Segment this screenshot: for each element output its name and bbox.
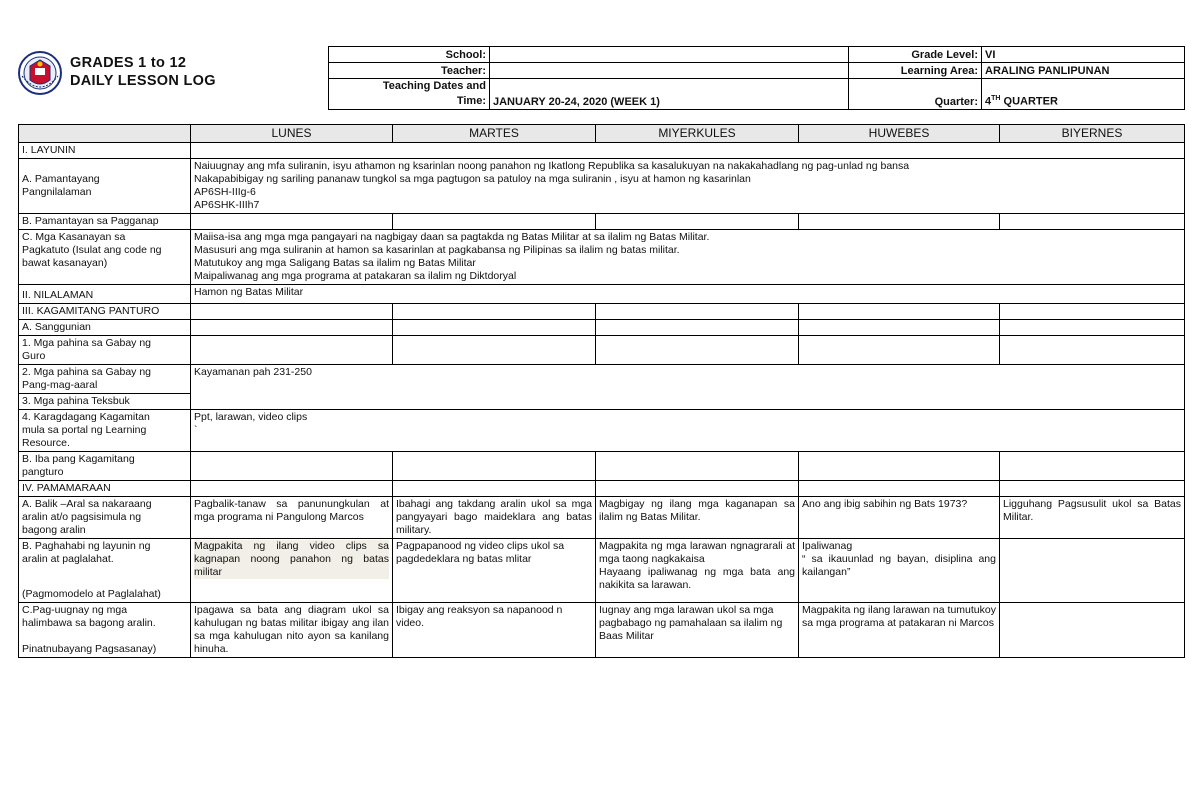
empty-cell[interactable] bbox=[1000, 214, 1185, 230]
table-row bbox=[19, 159, 1185, 214]
empty-cell[interactable] bbox=[596, 336, 799, 365]
day-header-huwebes: HUWEBES bbox=[799, 125, 1000, 143]
label-line: Pagkatuto (Isulat ang code ng bbox=[22, 244, 162, 256]
empty-cell[interactable] bbox=[1000, 481, 1185, 497]
document-header bbox=[18, 44, 328, 110]
karagdagang-content[interactable] bbox=[191, 410, 1185, 452]
day-header-biyernes: BIYERNES bbox=[1000, 125, 1185, 143]
label-line: Pangnilalaman bbox=[22, 186, 92, 198]
day-header-row bbox=[19, 125, 1185, 143]
kagamitan-label: III. KAGAMITANG PANTURO bbox=[19, 304, 191, 320]
nilalaman-label: II. NILALAMAN bbox=[19, 285, 191, 304]
title-line-1: GRADES 1 to 12 bbox=[70, 55, 187, 71]
label-line: 1. Mga pahina sa Gabay ng bbox=[22, 337, 152, 349]
highlighted-text: Magpakita ng ilang video clips sa kagnapan noong panahon ng batas militar bbox=[194, 540, 389, 578]
table-row bbox=[19, 214, 1185, 230]
paganap-label: B. Pamantayan sa Pagganap bbox=[19, 214, 191, 230]
teacher-label: Teacher: bbox=[329, 63, 490, 79]
pagugnay-label bbox=[19, 603, 191, 658]
corner-cell bbox=[19, 125, 191, 143]
deped-seal-icon bbox=[18, 46, 62, 104]
learning-area-label: Learning Area: bbox=[849, 63, 982, 79]
table-row bbox=[19, 410, 1185, 452]
label-line: halimbawa sa bagong aralin. bbox=[22, 617, 156, 629]
content-line: Maiisa-isa ang mga mga pangayari na nagbigay daan sa pagtakda ng Batas Militar at sa ilalim ng Batas Militar. bbox=[194, 231, 710, 243]
empty-cell[interactable] bbox=[596, 214, 799, 230]
gabay-guro-label bbox=[19, 336, 191, 365]
empty-cell[interactable] bbox=[393, 320, 596, 336]
gabay-mag-aaral-label bbox=[19, 365, 191, 394]
label-line: Guro bbox=[22, 350, 46, 362]
dates-label-line1: Teaching Dates and bbox=[382, 80, 486, 92]
karagdagang-label bbox=[19, 410, 191, 452]
pagugnay-martes[interactable]: Ibigay ang reaksyon sa napanood n video. bbox=[393, 603, 596, 658]
label-line: A. Pamantayang bbox=[22, 173, 100, 185]
day-header-lunes: LUNES bbox=[191, 125, 393, 143]
pamantayang-label bbox=[19, 159, 191, 214]
table-row bbox=[19, 143, 1185, 159]
empty-cell[interactable] bbox=[799, 481, 1000, 497]
label-line: C. Mga Kasanayan sa bbox=[22, 231, 126, 243]
info-table bbox=[328, 46, 1185, 110]
label-line: A. Balik –Aral sa nakaraang bbox=[22, 498, 152, 510]
document-title bbox=[70, 54, 216, 90]
balik-huwebes[interactable]: Ano ang ibig sabihin ng Bats 1973? bbox=[799, 497, 1000, 539]
label-line: aralin at/o pagsisimula ng bbox=[22, 511, 142, 523]
empty-cell[interactable] bbox=[596, 304, 799, 320]
empty-cell[interactable] bbox=[191, 214, 393, 230]
balik-label bbox=[19, 497, 191, 539]
label-line: pangturo bbox=[22, 466, 64, 478]
empty-cell[interactable] bbox=[1000, 336, 1185, 365]
empty-cell[interactable] bbox=[191, 304, 393, 320]
empty-cell[interactable] bbox=[1000, 304, 1185, 320]
label-line: aralin at paglalahat. bbox=[22, 553, 114, 565]
empty-cell[interactable] bbox=[799, 304, 1000, 320]
empty-cell[interactable] bbox=[191, 143, 1185, 159]
table-row bbox=[19, 481, 1185, 497]
empty-cell[interactable] bbox=[393, 304, 596, 320]
grade-level-label: Grade Level: bbox=[849, 47, 982, 63]
teksbuk-label: 3. Mga pahina Teksbuk bbox=[19, 394, 191, 410]
content-line: Ppt, larawan, video clips bbox=[194, 411, 308, 423]
label-line: (Pagmomodelo at Paglalahat) bbox=[22, 588, 161, 600]
paghahabi-label bbox=[19, 539, 191, 603]
kasanayan-label bbox=[19, 230, 191, 285]
empty-cell[interactable] bbox=[799, 336, 1000, 365]
empty-cell[interactable] bbox=[799, 214, 1000, 230]
content-line: “ sa ikauunlad ng bayan, disiplina ang kailangan” bbox=[802, 553, 996, 578]
table-row bbox=[19, 365, 1185, 394]
label-line: 2. Mga pahina sa Gabay ng bbox=[22, 366, 152, 378]
table-row bbox=[19, 285, 1185, 304]
label-line: Resource. bbox=[22, 437, 70, 449]
table-row bbox=[19, 320, 1185, 336]
pagugnay-lunes[interactable]: Ipagawa sa bata ang diagram ukol sa kahulugan ng batas militar ibigay ang ilan sa mga kahulugan nito ayon sa kanilang hinuha. bbox=[191, 603, 393, 658]
paghahabi-biyernes[interactable] bbox=[1000, 539, 1185, 603]
empty-cell[interactable] bbox=[393, 481, 596, 497]
teacher-field[interactable] bbox=[490, 63, 849, 79]
lesson-log-table bbox=[18, 124, 1185, 658]
paghahabi-lunes[interactable] bbox=[191, 539, 393, 603]
spacer bbox=[22, 630, 187, 643]
kasanayan-content[interactable] bbox=[191, 230, 1185, 285]
empty-cell[interactable] bbox=[799, 320, 1000, 336]
iba-label bbox=[19, 452, 191, 481]
paghahabi-huwebes[interactable] bbox=[799, 539, 1000, 603]
table-row bbox=[19, 497, 1185, 539]
content-line: ` bbox=[194, 424, 198, 436]
quarter-number: 4 bbox=[985, 96, 992, 108]
school-field[interactable] bbox=[490, 47, 849, 63]
quarter-suffix: TH bbox=[991, 95, 1001, 103]
empty-cell[interactable] bbox=[596, 320, 799, 336]
quarter-field[interactable] bbox=[982, 79, 1185, 110]
dates-field[interactable]: JANUARY 20-24, 2020 (WEEK 1) bbox=[490, 79, 849, 110]
dates-label bbox=[329, 79, 490, 110]
content-line: Naiuugnay ang mfa suliranin, isyu athamon ng ksarinlan noong panahon ng Ikatlong Republika sa kasalukuyan na nakakahadlang ng pag-unlad ng bansa bbox=[194, 160, 910, 172]
label-line: bagong aralin bbox=[22, 524, 86, 536]
empty-cell[interactable] bbox=[799, 452, 1000, 481]
balik-biyernes[interactable]: Ligguhang Pagsusulit ukol sa Batas Militar. bbox=[1000, 497, 1185, 539]
empty-cell[interactable] bbox=[596, 481, 799, 497]
school-label: School: bbox=[329, 47, 490, 63]
content-line: AP6SHK-IIIh7 bbox=[194, 199, 260, 211]
empty-cell[interactable] bbox=[191, 481, 393, 497]
paghahabi-miyerkules[interactable] bbox=[596, 539, 799, 603]
content-line: Hayaang ipaliwanag ng mga bata ang nakikita sa larawan. bbox=[599, 566, 795, 591]
paghahabi-martes[interactable]: Pagpapanood ng video clips ukol sa pagdedeklara ng batas mlitar bbox=[393, 539, 596, 603]
label-line: B. Paghahabi ng layunin ng bbox=[22, 540, 151, 552]
empty-cell[interactable] bbox=[596, 452, 799, 481]
content-line: AP6SH-IIIg-6 bbox=[194, 186, 256, 198]
empty-cell[interactable] bbox=[191, 452, 393, 481]
day-header-miyerkules: MIYERKULES bbox=[596, 125, 799, 143]
content-line: Ipaliwanag bbox=[802, 540, 853, 552]
balik-lunes[interactable]: Pagbalik-tanaw sa panunungkulan at mga programa ni Pangulong Marcos bbox=[191, 497, 393, 539]
label-line: 4. Karagdagang Kagamitan bbox=[22, 411, 150, 423]
empty-cell[interactable] bbox=[393, 214, 596, 230]
label-line: mula sa portal ng Learning bbox=[22, 424, 147, 436]
spacer bbox=[22, 566, 187, 588]
section-layunin: I. LAYUNIN bbox=[19, 143, 191, 159]
empty-cell[interactable] bbox=[393, 336, 596, 365]
pagugnay-miyerkules[interactable]: Iugnay ang mga larawan ukol sa mga pagbabago ng pamahalaan sa ilalim ng Baas Militar bbox=[596, 603, 799, 658]
title-line-2: DAILY LESSON LOG bbox=[70, 73, 216, 89]
content-line: Maipaliwanag ang mga programa at patakaran sa ilalim ng Diktdoryal bbox=[194, 270, 517, 282]
pagugnay-biyernes[interactable] bbox=[1000, 603, 1185, 658]
empty-cell[interactable] bbox=[191, 336, 393, 365]
pamantayang-content[interactable] bbox=[191, 159, 1185, 214]
quarter-label: Quarter: bbox=[849, 79, 982, 110]
label-line: bawat kasanayan) bbox=[22, 257, 108, 269]
pamamaraan-label: IV. PAMAMARAAN bbox=[19, 481, 191, 497]
grade-level-field[interactable]: VI bbox=[982, 47, 1185, 63]
label-line: Pang-mag-aaral bbox=[22, 379, 98, 391]
label-line: B. Iba pang Kagamitang bbox=[22, 453, 135, 465]
empty-cell[interactable] bbox=[1000, 452, 1185, 481]
content-line: Masusuri ang mga suliranin at hamon sa kasarinlan at pagkabansa ng Pilipinas sa ilalim ng batas militar. bbox=[194, 244, 680, 256]
nilalaman-content[interactable]: Hamon ng Batas Militar bbox=[191, 285, 1185, 304]
table-row bbox=[19, 539, 1185, 603]
label-line: Pinatnubayang Pagsasanay) bbox=[22, 643, 157, 655]
day-header-martes: MARTES bbox=[393, 125, 596, 143]
label-line: C.Pag-uugnay ng mga bbox=[22, 604, 128, 616]
quarter-word: QUARTER bbox=[1000, 96, 1058, 108]
table-row bbox=[19, 230, 1185, 285]
empty-cell[interactable] bbox=[393, 452, 596, 481]
pagugnay-huwebes[interactable]: Magpakita ng ilang larawan na tumutukoy sa mga programa at patakaran ni Marcos bbox=[799, 603, 1000, 658]
balik-martes[interactable]: Ibahagi ang takdang aralin ukol sa mga pangyayari bago maideklara ang batas military. bbox=[393, 497, 596, 539]
table-row bbox=[19, 452, 1185, 481]
balik-miyerkules[interactable]: Magbigay ng ilang mga kaganapan sa ilalim ng Batas Militar. bbox=[596, 497, 799, 539]
content-line: Matutukoy ang mga Saligang Batas sa ilalim ng Batas Militar bbox=[194, 257, 476, 269]
learning-area-field[interactable]: ARALING PANLIPUNAN bbox=[982, 63, 1185, 79]
gabay-mag-aaral-content[interactable]: Kayamanan pah 231-250 bbox=[191, 365, 1185, 410]
dates-label-line2: Time: bbox=[456, 95, 486, 107]
table-row bbox=[19, 603, 1185, 658]
empty-cell[interactable] bbox=[191, 320, 393, 336]
empty-cell[interactable] bbox=[1000, 320, 1185, 336]
content-line: Magpakita ng mga larawan ngnagrarali at mga taong nagkakaisa bbox=[599, 540, 795, 565]
table-row bbox=[19, 304, 1185, 320]
content-line: Nakapabibigay ng sariling pananaw tungkol sa mga pagtugon sa patuloy na mga suliranin , isyu at hamon ng kasarinlan bbox=[194, 173, 751, 185]
table-row bbox=[19, 336, 1185, 365]
sanggunian-label: A. Sanggunian bbox=[19, 320, 191, 336]
